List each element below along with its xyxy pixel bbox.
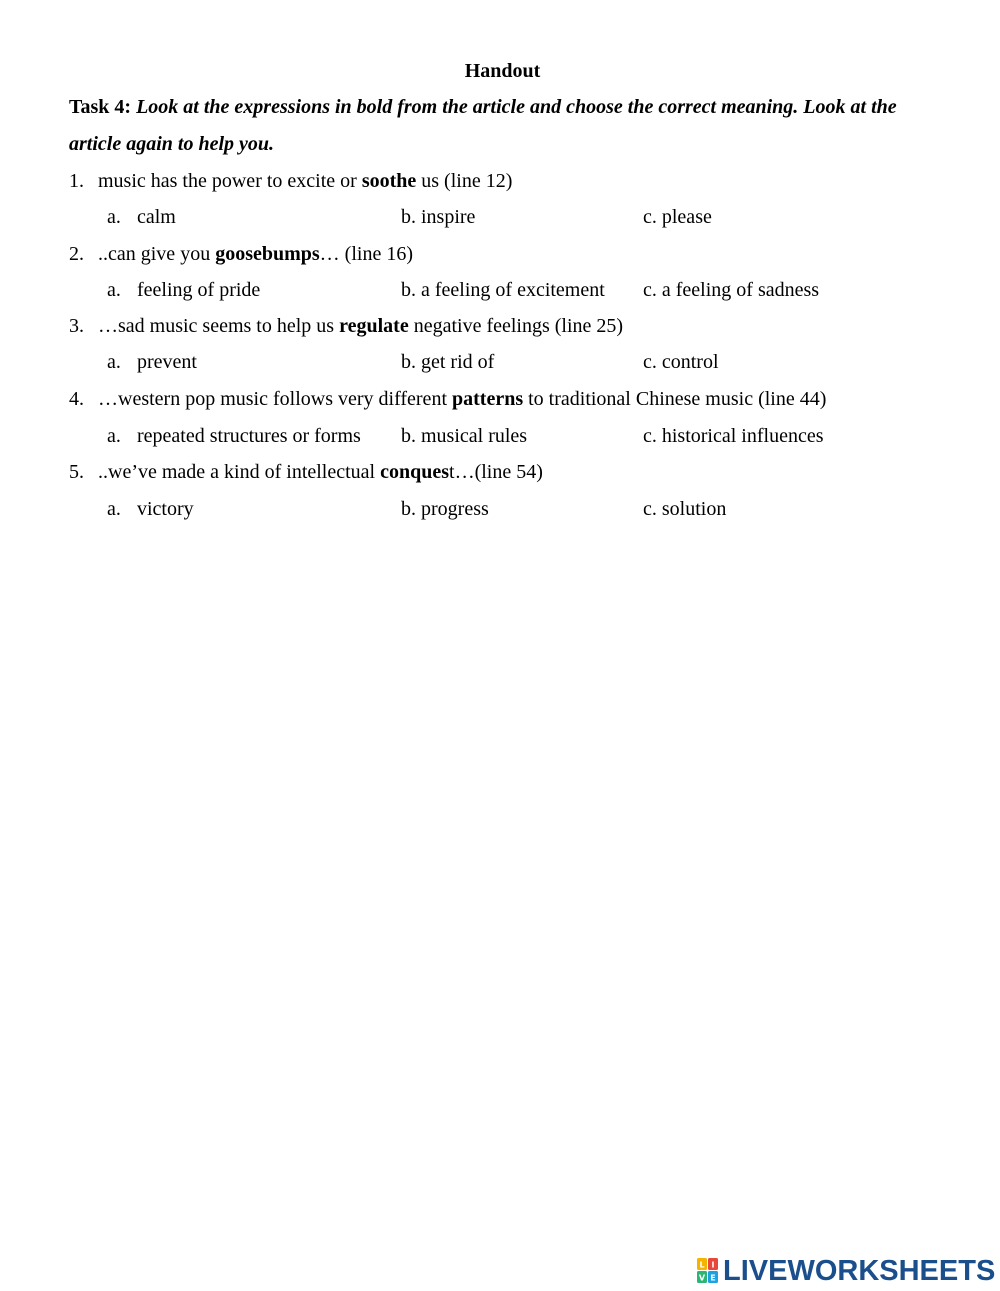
option-a-letter: a.: [107, 498, 121, 520]
option-c[interactable]: c. historical influences: [643, 425, 824, 447]
option-b[interactable]: b. inspire: [401, 206, 476, 228]
question-text-after: us (line 12): [416, 170, 513, 192]
question-number: 1.: [69, 170, 84, 192]
question-number: 4.: [69, 388, 84, 410]
svg-text:L: L: [699, 1260, 705, 1270]
question-keyword: soothe: [361, 170, 417, 192]
question-text-before: music has the power to excite or: [98, 170, 362, 192]
option-b[interactable]: b. get rid of: [401, 351, 495, 373]
option-b[interactable]: b. a feeling of excitement: [401, 279, 605, 301]
question-text-after: negative feelings (line 25): [408, 315, 624, 337]
question-1: [69, 166, 512, 196]
svg-text:I: I: [711, 1260, 715, 1270]
question-text-after: … (line 16): [319, 243, 413, 265]
option-c[interactable]: c. a feeling of sadness: [643, 279, 820, 301]
option-c[interactable]: c. please: [643, 206, 712, 228]
option-a[interactable]: victory: [137, 498, 194, 520]
question-text-after: t…(line 54): [449, 461, 543, 483]
question-5: [69, 457, 543, 487]
question-number: 5.: [69, 461, 84, 483]
question-keyword: conques: [380, 461, 450, 483]
question-keyword: patterns: [452, 388, 524, 410]
option-a[interactable]: feeling of pride: [137, 279, 261, 301]
question-keyword: goosebumps: [215, 243, 320, 265]
option-a[interactable]: prevent: [137, 351, 197, 373]
question-text-before: …western pop music follows very different: [98, 388, 452, 410]
question-text-before: ..we’ve made a kind of intellectual: [98, 461, 381, 483]
svg-text:E: E: [710, 1273, 716, 1283]
question-text-before: ..can give you: [98, 243, 216, 265]
option-a-letter: a.: [107, 425, 121, 447]
question-text-after: to traditional Chinese music (line 44): [523, 388, 827, 410]
option-c[interactable]: c. solution: [643, 498, 727, 520]
question-number: 2.: [69, 243, 84, 265]
task-instructions: [69, 89, 929, 163]
question-4: [69, 384, 826, 414]
option-b[interactable]: b. progress: [401, 498, 489, 520]
option-a[interactable]: repeated structures or forms: [137, 425, 361, 447]
question-3: [69, 311, 623, 341]
option-b[interactable]: b. musical rules: [401, 425, 528, 447]
page-title: Handout: [464, 60, 541, 82]
question-2: [69, 239, 413, 269]
liveworksheets-logo-icon: [697, 1258, 719, 1284]
question-number: 3.: [69, 315, 84, 337]
option-c[interactable]: c. control: [643, 351, 719, 373]
task-instruction-text: Look at the expressions in bold from the article and choose the correct meaning. Look at the article again to help you.: [69, 96, 897, 155]
option-a-letter: a.: [107, 206, 121, 228]
task-label: Task 4:: [69, 96, 132, 118]
liveworksheets-logo[interactable]: [697, 1255, 995, 1287]
option-a[interactable]: calm: [137, 206, 176, 228]
question-keyword: regulate: [339, 315, 409, 337]
option-a-letter: a.: [107, 279, 121, 301]
option-a-letter: a.: [107, 351, 121, 373]
question-text-before: …sad music seems to help us: [98, 315, 340, 337]
svg-text:V: V: [698, 1273, 706, 1283]
logo-text: LIVEWORKSHEETS: [723, 1255, 996, 1287]
